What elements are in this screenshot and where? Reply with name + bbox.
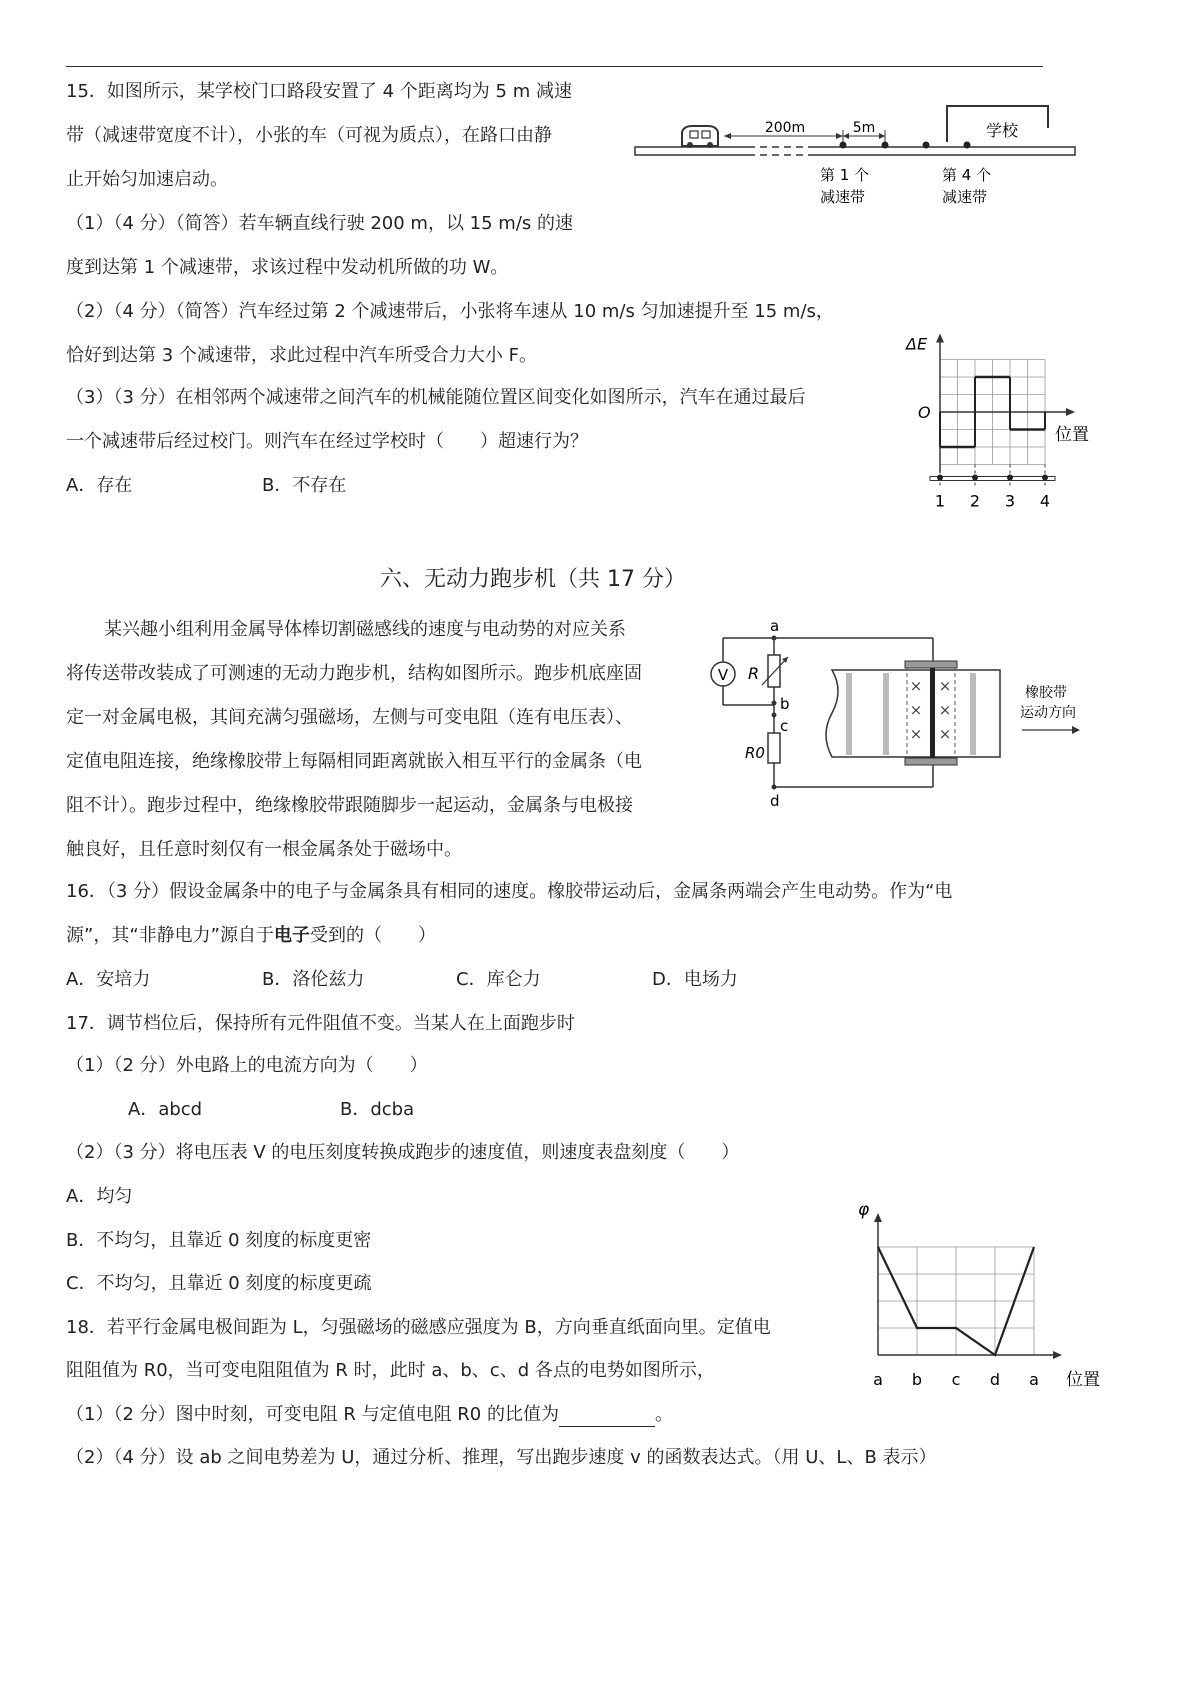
y-axis-label: ΔE (906, 334, 928, 354)
svg-text:×: × (938, 677, 952, 695)
y-axis-arrow (936, 334, 944, 343)
x-axis-label: 位置 (1066, 1370, 1100, 1390)
bump1-label-1: 第 1 个 (820, 166, 870, 184)
q18-part2: （2）（4 分）设 ab 之间电势差为 U，通过分析、推理，写出跑步速度 v 的函数表达式。（用 U、L、B 表示） (66, 1447, 937, 1468)
q16-line1: 16．（3 分）假设金属条中的电子与金属条具有相同的速度。橡胶带运动后，金属条两端会产生电动势。作为“电 (66, 881, 953, 902)
q15-part3-line2: 一个减速带后经过校门。则汽车在经过学校时（ ）超速行为？ (66, 431, 588, 452)
intro-line1: 某兴趣小组利用金属导体棒切割磁感线的速度与电动势的对应关系 (104, 619, 626, 640)
x-tick-label: b (911, 1370, 923, 1389)
x-tick-label: 2 (969, 491, 981, 511)
q15-part2-line1: （2）（4 分）（简答）汽车经过第 2 个减速带后，小张将车速从 10 m/s 匀加速提升至 15 m/s， (66, 301, 834, 322)
q17-part2-option-c: C．不均匀，且靠近 0 刻度的标度更疏 (66, 1273, 372, 1294)
svg-text:×: × (909, 725, 923, 743)
x-tick-label: 1 (934, 491, 946, 511)
node-d: d (770, 792, 780, 810)
q18-part1: （1）（2 分）图中时刻，可变电阻 R 与定值电阻 R0 的比值为 。 (66, 1404, 673, 1425)
x-tick-label: d (989, 1370, 1001, 1389)
speed-bump-marker (972, 475, 978, 481)
section-title: 六、无动力跑步机（共 17 分） (380, 567, 686, 592)
x-tick-label: c (951, 1370, 961, 1389)
x-tick-label: 4 (1039, 491, 1051, 511)
svg-text:×: × (909, 677, 923, 695)
active-metal-strip (930, 668, 935, 758)
y-axis-arrow (874, 1213, 882, 1222)
q15-line2: 带（减速带宽度不计），小张的车（可视为质点），在路口由静 (66, 125, 552, 146)
voltmeter-label: V (717, 666, 729, 684)
intro-line5: 阻不计）。跑步过程中，绝缘橡胶带跟随脚步一起运动，金属条与电极接 (66, 795, 633, 816)
bottom-electrode (905, 758, 957, 765)
x-tick-label: a (1029, 1370, 1039, 1389)
svg-text:×: × (909, 701, 923, 719)
variable-resistor (768, 655, 780, 687)
metal-strip (846, 673, 852, 755)
q16-option-d: D．电场力 (652, 969, 738, 990)
q17-part1: （1）（2 分）外电路上的电流方向为（ ） (66, 1055, 428, 1076)
car-icon (682, 126, 718, 148)
q15-option-b: B．不存在 (262, 475, 347, 496)
intro-line4: 定值电阻连接，绝缘橡胶带上每隔相同距离就嵌入相互平行的金属条（电 (66, 751, 642, 772)
fixed-resistor (768, 733, 780, 763)
y-axis-label: φ (858, 1200, 870, 1220)
q15-line3: 止开始匀加速启动。 (66, 169, 228, 190)
speed-bump-4 (964, 142, 971, 149)
belt-direction-label-2: 运动方向 (1020, 705, 1076, 721)
origin-label: O (918, 403, 931, 422)
x-axis-arrow (1066, 408, 1075, 416)
x-axis-arrow (1053, 1351, 1062, 1359)
q15-part2-line2: 恰好到达第 3 个减速带，求此过程中汽车所受合力大小 F。 (66, 345, 537, 366)
q17-part2-option-a: A．均匀 (66, 1186, 133, 1207)
treadmill-circuit-diagram (700, 615, 1100, 815)
q16-line2: 源”，其“非静电力”源自于电子受到的（ ） (66, 925, 436, 946)
intro-line3: 定一对金属电极，其间充满匀强磁场，左侧与可变电阻（连有电压表）、 (66, 707, 633, 728)
q17-stem: 17．调节档位后，保持所有元件阻值不变。当某人在上面跑步时 (66, 1013, 575, 1034)
speed-bump-marker (937, 475, 943, 481)
q18-line1: 18．若平行金属电极间距为 L，匀强磁场的磁感应强度为 B，方向垂直纸面向里。定值电 (66, 1317, 771, 1338)
label-5m: 5m (852, 120, 876, 136)
speed-bump-marker (1007, 475, 1013, 481)
top-rule (66, 66, 1043, 67)
speed-bump-marker (1042, 475, 1048, 481)
intro-line6: 触良好，且任意时刻仅有一根金属条处于磁场中。 (66, 839, 462, 860)
q17-part1-option-a: A．abcd (128, 1099, 203, 1120)
label-200m: 200m (764, 120, 806, 136)
top-electrode (905, 661, 957, 668)
q17-part1-option-b: B．dcba (340, 1099, 415, 1120)
speed-bump-1 (840, 142, 847, 149)
resistor-label: R (748, 664, 760, 683)
intro-line2: 将传送带改装成了可测速的无动力跑步机，结构如图所示。跑步机底座固 (66, 663, 642, 684)
q15-option-a: A．存在 (66, 475, 133, 496)
x-axis-label: 位置 (1055, 425, 1089, 445)
node-b: b (780, 695, 790, 713)
q15-part1-line2: 度到达第 1 个减速带，求该过程中发动机所做的功 W。 (66, 257, 509, 278)
q15-part3-line1: （3）（3 分）在相邻两个减速带之间汽车的机械能随位置区间变化如图所示，汽车在通过最后 (66, 387, 806, 408)
belt-direction-label-1: 橡胶带 (1025, 685, 1067, 701)
svg-text:×: × (938, 725, 952, 743)
metal-strip (970, 673, 976, 755)
bump4-label-2: 减速带 (942, 188, 988, 206)
energy-chart (900, 332, 1090, 522)
x-tick-label: a (873, 1370, 883, 1389)
road-strip (930, 477, 1055, 481)
speed-bump-2 (882, 142, 889, 149)
metal-strip (883, 673, 889, 755)
q16-bold-term: 电子 (273, 925, 310, 946)
q16-option-b: B．洛伦兹力 (262, 969, 365, 990)
bump1-label-2: 减速带 (820, 188, 866, 206)
bump4-label-1: 第 4 个 (942, 166, 992, 184)
node-c: c (780, 717, 789, 735)
answer-blank[interactable] (559, 1408, 655, 1427)
q15-part1-line1: （1）（4 分）（简答）若车辆直线行驶 200 m，以 15 m/s 的速 (66, 213, 574, 234)
q18-line2: 阻阻值为 R0，当可变电阻阻值为 R 时，此时 a、b、c、d 各点的电势如图所示， (66, 1360, 715, 1381)
q17-part2-option-b: B．不均匀，且靠近 0 刻度的标度更密 (66, 1230, 372, 1251)
q16-option-c: C．库仑力 (456, 969, 541, 990)
x-tick-label: 3 (1004, 491, 1016, 511)
node-a: a (770, 617, 780, 635)
q16-option-a: A．安培力 (66, 969, 151, 990)
q15-line1: 15．如图所示，某学校门口路段安置了 4 个距离均为 5 m 减速 (66, 81, 572, 102)
label-school: 学校 (985, 121, 1019, 140)
potential-chart (850, 1195, 1100, 1395)
fixed-resistor-label: R0 (745, 744, 765, 762)
svg-text:×: × (938, 701, 952, 719)
q17-part2: （2）（3 分）将电压表 V 的电压刻度转换成跑步的速度值，则速度表盘刻度（ ） (66, 1142, 740, 1163)
road-diagram (630, 100, 1085, 210)
speed-bump-3 (923, 142, 930, 149)
